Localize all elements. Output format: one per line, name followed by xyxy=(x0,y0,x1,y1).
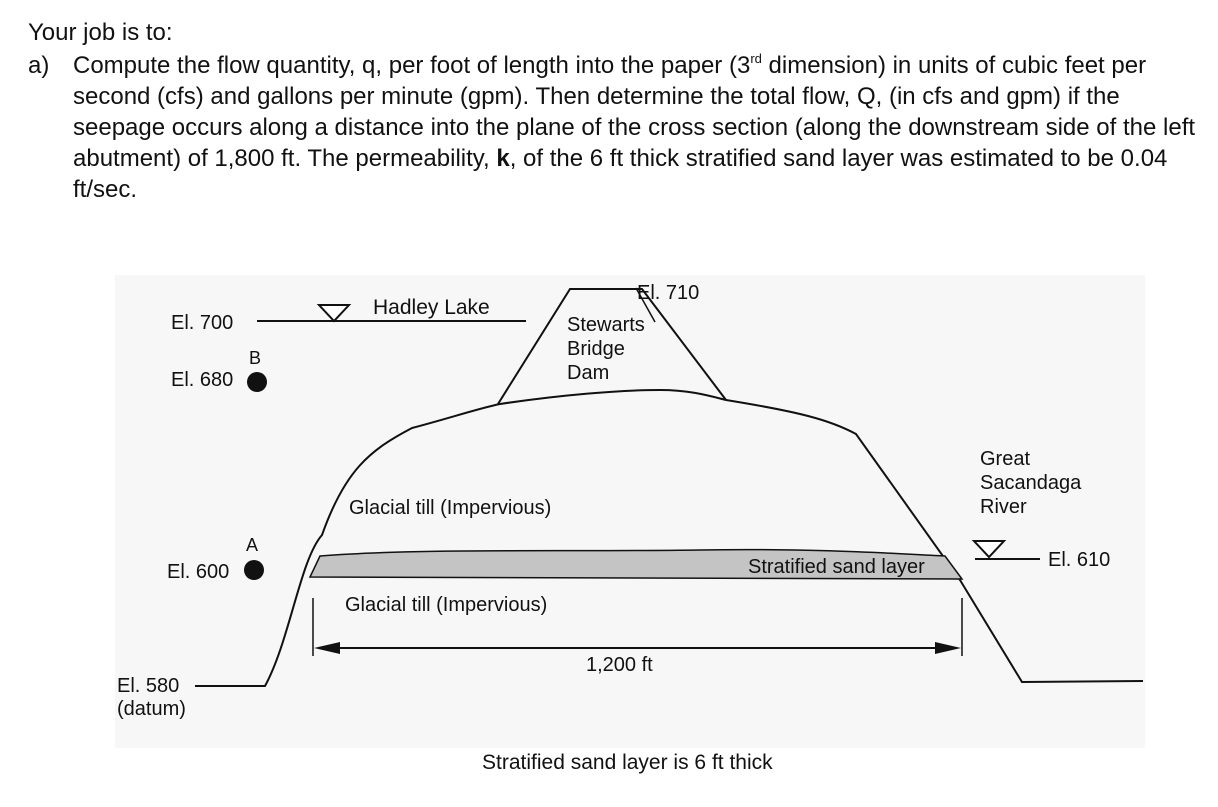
point-b-marker xyxy=(247,372,267,392)
distance-label: 1,200 ft xyxy=(586,654,653,676)
datum-label: (datum) xyxy=(117,698,186,720)
point-a-label: A xyxy=(246,535,259,555)
lake-label: Hadley Lake xyxy=(373,296,490,319)
datum-elevation-label: El. 580 xyxy=(117,675,180,697)
question-text-run: rd xyxy=(750,51,762,66)
question-letter: a) xyxy=(28,52,50,79)
question-text-run: k xyxy=(496,145,510,172)
lower-till-label: Glacial till (Impervious) xyxy=(345,594,548,616)
upper-till-label: Glacial till (Impervious) xyxy=(349,497,552,519)
el-680-label: El. 680 xyxy=(171,369,234,391)
caption: Stratified sand layer is 6 ft thick xyxy=(482,751,773,774)
question-text-run: , of the 6 ft thick stratified sand layer was estimated to be 0.04 ft/sec. xyxy=(73,145,1168,203)
point-a-marker xyxy=(244,560,264,580)
river-label-line1: Great xyxy=(980,448,1031,470)
dam-label-line2: Bridge xyxy=(567,338,625,360)
el-700-label: El. 700 xyxy=(171,312,234,334)
sand-layer-label: Stratified sand layer xyxy=(748,556,925,578)
el-600-label: El. 600 xyxy=(167,561,230,583)
intro-text: Your job is to: xyxy=(28,19,173,46)
point-b-label: B xyxy=(249,348,262,368)
question-text-run: Compute the flow quantity, q, per foot of length into the paper (3 xyxy=(73,52,751,79)
dam-label-line1: Stewarts xyxy=(567,314,645,336)
dam-label-line3: Dam xyxy=(567,362,610,384)
question-text-run: dimension) in units of cubic feet per second (cfs) and gallons per minute (gpm). Then determine the total flow, Q, (in cfs and gpm) if the seepage occurs along a distance into the plane of the cross section (along the downstream side of the left abutment) of 1,800 ft. The permeability, xyxy=(73,52,1196,172)
river-label-line3: River xyxy=(980,496,1027,518)
river-label-line2: Sacandaga xyxy=(980,472,1082,494)
el-610-label: El. 610 xyxy=(1048,549,1111,571)
el-710-label: El. 710 xyxy=(637,282,700,304)
